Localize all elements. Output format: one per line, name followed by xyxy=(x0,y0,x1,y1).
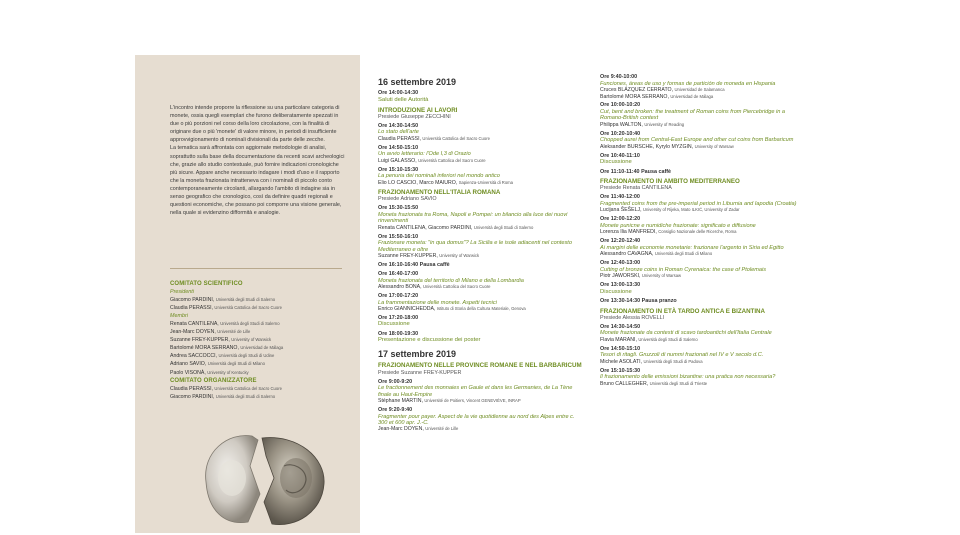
talk-author: Enrico GIANNICHEDDA, Istituto di Storia della Cultura Materiale, Genova xyxy=(378,305,526,312)
slot-time: Ore 17:00-17:20 xyxy=(378,292,419,299)
slot-time: Ore 18:00-19:30 xyxy=(378,330,419,337)
slot-time: Ore 9:40-10:00 xyxy=(600,74,638,80)
day-date: 17 settembre 2019 xyxy=(378,349,457,360)
talk-author: Flavia MARANI, Università degli Studi di Salerno xyxy=(600,336,698,343)
talk-author: Cruces BLÁZQUEZ CERRATO, Universidad de Salamanca xyxy=(600,87,725,93)
talk-title: Fragmented coins from the pre-imperial period in Liburnia and Iapodia (Croatia) xyxy=(600,201,797,208)
talk-author: Piotr JAWORSKI, University of Warsaw xyxy=(600,273,682,280)
break-slot: Ore 11:10-11:40 Pausa caffè xyxy=(600,168,672,175)
talk-title: Funciones, áreas de uso y formas de partición de moneda en Hispania xyxy=(600,80,776,87)
presidents-label: Presidenti xyxy=(170,289,194,296)
slot-time: Ore 14:50-15:10 xyxy=(600,345,641,352)
discussion-label: Discussione xyxy=(378,321,410,328)
talk-title: Il frazionamento delle emissioni bizantine: una pratica non necessaria? xyxy=(600,374,776,381)
committee-member: Claudia PERASSI, Università Cattolica del Sacro Cuore xyxy=(170,305,282,312)
talk-title: Monete frazionate da contesti di scavo tardoantichi dell'Italia Centrale xyxy=(600,330,772,337)
section-divider xyxy=(170,268,342,269)
slot-time: Ore 10:40-11:10 xyxy=(600,152,640,159)
committees xyxy=(170,280,350,401)
intro-paragraph-2: La tematica sarà affrontata con aggiornate metodologie di analisi, soprattutto sulla base della documentazione da recenti scavi archeologici che, grazie allo studio contestuale, può fornire indicazioni cronologiche più sicure. Appare anche necessario indagare i modi d'uso e il rapporto che la moneta frazionata intratteneva con i nominali di piccolo conto contemporaneamente circolanti, allargando l'ambito di indagine sia in senso geografico che cronologico, così da definire quadri regionali e questioni economiche, che possano poi comporre una visione generale, nella quale si evidenzino difformità e analogie. xyxy=(170,145,345,217)
committee-member: Claudia PERASSI, Università Cattolica del Sacro Cuore xyxy=(170,385,282,392)
slot-time: Ore 9:00-9:20 xyxy=(378,378,413,385)
slot-time: Ore 17:20-18:00 xyxy=(378,314,419,321)
members-label: Membri xyxy=(170,313,188,320)
slot-time: Ore 12:20-12:40 xyxy=(600,238,641,245)
talk-author: Lorenza Ilia MANFREDI, Consiglio Nazionale delle Ricerche, Roma xyxy=(600,229,737,236)
slot-time: Ore 13:00-13:30 xyxy=(600,282,641,288)
slot-time: Ore 14:30-14:50 xyxy=(378,122,419,129)
talk-title: Moneta frazionata del territorio di Milano e della Lombardia xyxy=(378,277,524,284)
slot-time: Ore 9:20-9:40 xyxy=(378,406,413,413)
talk-title: Le fractionnement des monnaies en Gaule et dans les Germanies, de La Tène finale au Haut-Empire xyxy=(378,385,573,398)
talk-title: Cutting of bronze coins in Roman Cyrenaica: the case of Ptolemais xyxy=(600,266,767,273)
slot-time: Ore 14:00-14:30 xyxy=(378,90,419,96)
talk-title: Ai margini delle economie monetarie: frazionare l'argento in Siria ed Egitto xyxy=(600,244,784,251)
session-title: FRAZIONAMENTO IN ETÀ TARDO ANTICA E BIZANTINA xyxy=(600,307,765,315)
talk-title: La frammentazione delle monete. Aspetti tecnici xyxy=(378,299,497,306)
session-title: INTRODUZIONE AI LAVORI xyxy=(378,106,458,114)
committee-member: Giacomo PARDINI, Università degli Studi di Salerno xyxy=(170,297,276,304)
program-day-2-continued xyxy=(600,74,800,387)
slot-time: Ore 15:50-16:10 xyxy=(378,233,419,240)
talk-title: Moneta frazionata tra Roma, Napoli e Pompei: un bilancio alla luce dei nuovi rinvenimenti xyxy=(378,212,568,225)
committee-member: Renata CANTILENA, Università degli Studi di Salerno xyxy=(170,321,280,328)
talk-author: Alessandro BONA, Università Cattolica del Sacro Cuore xyxy=(378,284,491,291)
organizing-committee-title: COMITATO ORGANIZZATORE xyxy=(170,377,257,384)
committee-member: Andrea SACCOCCI, Università degli Studi di Udine xyxy=(170,353,275,360)
slot-time: Ore 16:40-17:00 xyxy=(378,271,419,278)
talk-author: Michele ASOLATI, Università degli Studi di Padova xyxy=(600,358,703,365)
committee-member: Giacomo PARDINI, Università degli Studi di Salerno xyxy=(170,393,276,400)
talk-author: Renata CANTILENA, Giacomo PARDINI, Università degli Studi di Salerno xyxy=(378,224,534,231)
discussion-label: Discussione xyxy=(600,159,632,166)
session-chair: Presiede Renata CANTILENA xyxy=(600,185,672,192)
session-title: FRAZIONAMENTO NELLE PROVINCE ROMANE E NEL BARBARICUM xyxy=(378,362,582,370)
committee-member: Jean-Marc DOYEN, Université de Lille xyxy=(170,329,251,336)
slot-time: Ore 15:10-15:30 xyxy=(600,367,641,374)
break-slot: Ore 13:30-14:30 Pausa pranzo xyxy=(600,297,677,304)
committee-member: Adriano SAVIO, Università degli Studi di Milano xyxy=(170,361,265,368)
slot-time: Ore 12:00-12:20 xyxy=(600,216,641,223)
session-chair: Presiede Alessia ROVELLI xyxy=(600,314,665,321)
talk-author: Lucijana ŠEŠELJ, University of Rijeka, Mato ILKIĆ, University of Zadar xyxy=(600,207,740,214)
talk-title: Cut, bent and broken: the treatment of Roman coins from Piercebridge in a Romano-British context xyxy=(600,108,786,122)
talk-author: Suzanne FREY-KUPPER, University of Warwick xyxy=(378,253,480,260)
talk-title: Lo stato dell'arte xyxy=(378,129,419,136)
talk-author: Bruno CALLEGHER, Università degli Studi di Trieste xyxy=(600,380,708,387)
poster-session-label: Presentazione e discussione dei poster xyxy=(378,337,481,344)
committee-member: Bartolomé MORA SERRANO, Universidad de Málaga xyxy=(170,345,284,352)
slot-time: Ore 10:20-10:40 xyxy=(600,130,641,137)
talk-title: Monete punicne e numidiche frazionate: significato e diffusione xyxy=(600,222,756,229)
talk-title: La penuria dei nominali inferiori nel mondo antico xyxy=(378,173,500,180)
slot-time: Ore 15:30-15:50 xyxy=(378,205,419,212)
talk-title: Frazionare moneta: "in qua domus"? La Sicilia e le isole adiacenti nel contesto Mediterraneo e oltre xyxy=(378,240,572,253)
slot-time: Ore 12:40-13:00 xyxy=(600,260,641,267)
talk-author: Luigi GALASSO, Università Cattolica del Sacro Cuore xyxy=(378,157,486,164)
talk-author: Stéphane MARTIN, Université de Poitiers, Vincent GENEVIÈVE, INRAP xyxy=(378,398,521,405)
talk-author: Jean-Marc DOYEN, Université de Lille xyxy=(378,426,459,433)
break-slot: Ore 16:10-16:40 Pausa caffè xyxy=(378,262,450,269)
talk-author: Aleksander BURSCHE, Kyrylo MYZGIN, University of Warsaw xyxy=(600,143,734,150)
slot-time: Ore 14:30-14:50 xyxy=(600,323,641,330)
day-date: 16 settembre 2019 xyxy=(378,77,457,87)
session-title: FRAZIONAMENTO IN AMBITO MEDITERRANEO xyxy=(600,178,740,186)
talk-title: Un avvio letterario: l'Ode I,3 di Orazio xyxy=(378,151,471,158)
scientific-committee-title: COMITATO SCIENTIFICO xyxy=(170,281,243,287)
talk-title: Fragmenter pour payer. Aspect de la vie quotidienne au nord des Alpes entre c. 300 et 600 apr. J.-C. xyxy=(378,413,575,426)
slot-time: Ore 11:40-12:00 xyxy=(600,194,640,201)
talk-author: Claudia PERASSI, Università Cattolica del Sacro Cuore xyxy=(378,135,490,142)
slot-time: Ore 10:00-10:20 xyxy=(600,102,641,109)
committee-member: Paolo VISONÀ, University of Kentucky xyxy=(170,369,249,376)
program-day-1 xyxy=(378,74,583,433)
session-title: FRAZIONAMENTO NELL'ITALIA ROMANA xyxy=(378,189,501,197)
slot-time: Ore 14:50-15:10 xyxy=(378,144,419,151)
committee-member: Suzanne FREY-KUPPER, University of Warwick xyxy=(170,337,272,344)
discussion-label: Discussione xyxy=(600,288,632,295)
talk-title: Chopped aurei from Central-East Europe and other cut coins from Barbaricum xyxy=(600,137,794,144)
fragmented-coins-image xyxy=(188,422,338,530)
intro-paragraph-1: L'incontro intende proporre la riflessione su una particolare categoria di monete, ossia quegli esemplari che furono deliberatamente spezzati in due o più porzioni nel corso della loro circolazione, con la finalità di originare due o più 'monete' di valore minore, in periodi di insufficiente approvvigionamento di nominali divisionali da parte delle zecche. xyxy=(170,105,340,144)
slot-time: Ore 15:10-15:30 xyxy=(378,166,419,173)
session-chair: Presiede Adriano SAVIO xyxy=(378,196,437,203)
talk-author: Bartolomé MORA SERRANO, Universidad de Málaga xyxy=(600,93,714,100)
intro-text xyxy=(170,104,346,217)
session-chair: Presiede Suzanne FREY-KUPPER xyxy=(378,369,462,376)
talk-title: Tesori di ritagli. Gruzzoli di nummi frazionati nel IV e V secolo d.C. xyxy=(600,352,764,359)
opening-title: Saluti delle Autorità xyxy=(378,96,429,103)
talk-author: Elio LO CASCIO, Marco MAIURO, Sapienza-Università di Roma xyxy=(378,179,513,186)
talk-author: Philippa WALTON, University of Reading xyxy=(600,121,685,128)
session-chair: Presiede Giuseppe ZECCHINI xyxy=(378,113,451,120)
talk-author: Alessandro CAVAGNA, Università degli Studi di Milano xyxy=(600,251,713,258)
